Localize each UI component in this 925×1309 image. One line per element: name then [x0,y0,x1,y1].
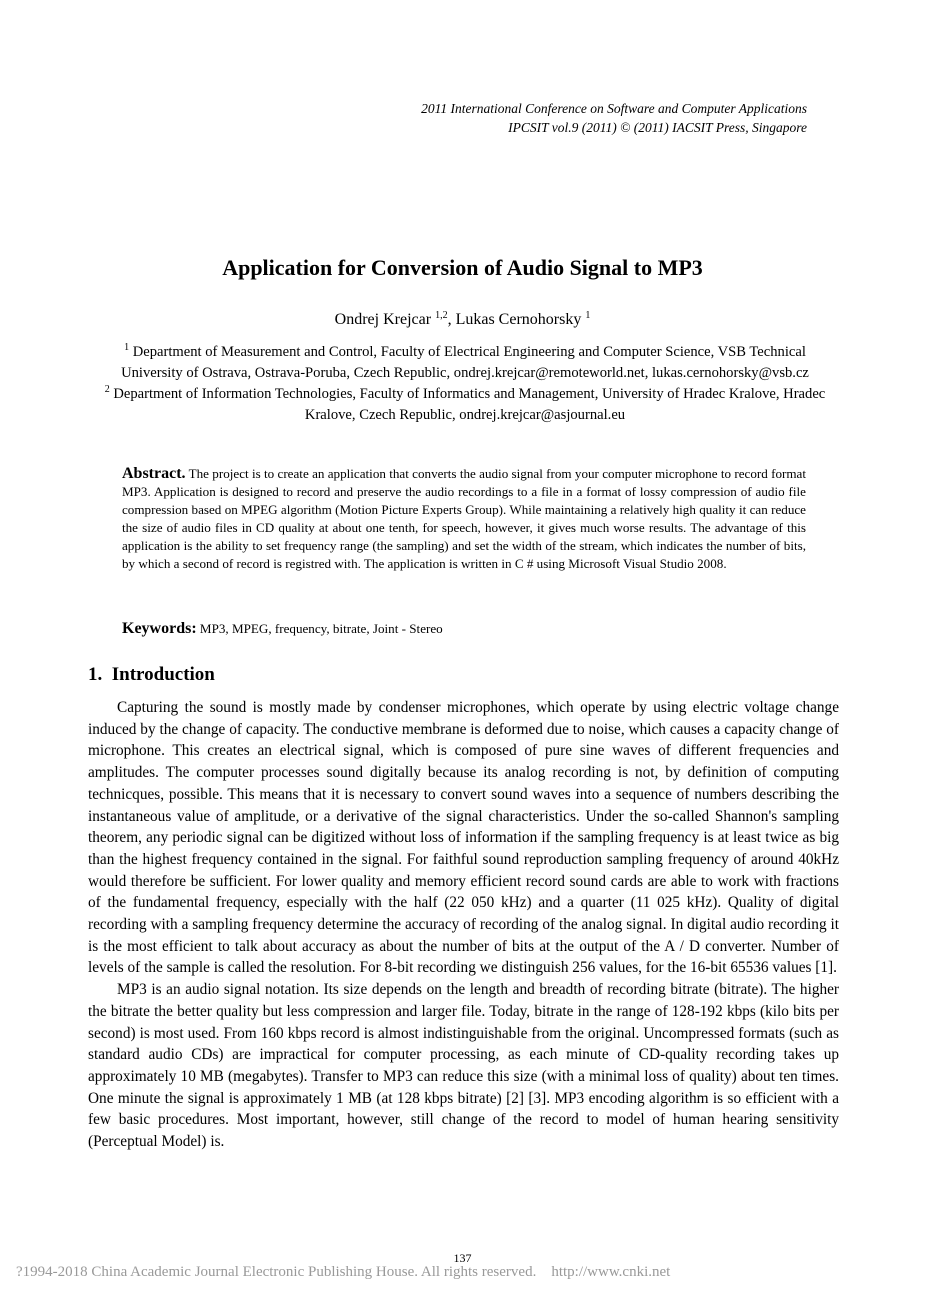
paper-title: Application for Conversion of Audio Signal to MP3 [222,255,703,280]
author-2: , Lukas Cernohorsky [447,311,586,328]
keywords-label: Keywords: [122,620,197,637]
abstract-text: The project is to create an application that converts the audio signal from your computer microphone to record format MP3. Application is designed to record and preserve the audio recordings to a file in a format of lossy compression of audio file compression based on MPEG algorithm (Motion Picture Experts Group). While maintaining a relatively high quality it can reduce the size of audio files in CD quality at about one tenth, for speech, however, it gives much worse results. The advantage of this application is the ability to set frequency range (the sampling) and set the width of the stream, which indicates the number of bits, by which a second of record is registred with. The application is written in C # using Microsoft Visual Studio 2008. [122,466,806,571]
conference-name: 2011 International Conference on Software and Computer Applications [421,101,807,116]
section-body [88,697,839,1153]
authors [0,311,925,329]
affil-text: Department of Information Technologies, Faculty of Informatics and Management, University of Hradec Kralove, Hradec Kralove, Czech Republic, ondrej.krejcar@asjournal.eu [109,386,826,423]
copyright-footer: ?1994-2018 China Academic Journal Electronic Publishing House. All rights reserved. http://www.cnki.net [16,1264,671,1280]
affiliations [95,342,835,426]
affil-text: Department of Measurement and Control, Faculty of Electrical Engineering and Computer Science, VSB Technical University of Ostrava, Ostrava-Poruba, Czech Republic, ondrej.krejcar@remoteworld.net, lukas.cernohorsky@vsb.cz [121,344,809,381]
running-header [421,99,807,137]
paragraph: Capturing the sound is mostly made by condenser microphones, which operate by using electric voltage change induced by the change of capacity. The conductive membrane is deformed due to noise, which causes a capacity change of microphone. This creates an electrical signal, which is composed of pure sine waves of different frequencies and amplitudes. The computer processes sound digitally because its analog recording is not, by definition of computing technicques, possible. This means that it is necessary to convert sound waves into a sequence of numbers describing the instantaneous value of amplitude, or a derivative of the signal characteristics. Under the so-called Shannon's sampling theorem, any periodic signal can be digitized without loss of information if the sampling frequency is at least twice as big than the highest frequency contained in the signal. For faithful sound reproduction sampling frequency of around 40kHz would therefore be sufficient. For lower quality and memory efficient record sound cards are able to work with fractions of the fundamental frequency, especially with the half (22 050 kHz) and a quarter (11 025 kHz). Quality of digital recording with a sampling frequency determine the accuracy of recording of the analog signal. In digital audio recording it is the most efficient to talk about accuracy as about the number of bits at the output of the A / D converter. Number of levels of the sample is called the resolution. For 8-bit recording we distinguish 256 values, for the 16-bit 65536 values [1]. [88,699,839,977]
abstract-label: Abstract. [122,465,186,482]
affiliation-1 [95,342,835,384]
affiliation-2 [95,384,835,426]
page-number: 137 [453,1251,472,1265]
author-2-affil: 1 [585,310,591,321]
author-1-affil: 1,2 [435,310,448,321]
affil-number: 2 [104,384,110,395]
section-heading: 1. Introduction [88,664,215,685]
keywords [122,620,443,638]
author-1: Ondrej Krejcar [334,311,436,328]
keywords-text: MP3, MPEG, frequency, bitrate, Joint - Stereo [196,621,443,636]
affil-number: 1 [124,342,130,353]
paragraph: MP3 is an audio signal notation. Its size depends on the length and breadth of recording bitrate (bitrate). The higher the bitrate the better quality but less compression and larger file. Today, bitrate in the range of 128-192 kbps (kilo bits per second) is most used. From 160 kbps record is almost indistinguishable from the original. Uncompressed formats (such as standard audio CDs) are impractical for computer processing, as each minute of CD-quality recording takes up approximately 10 MB (megabytes). Transfer to MP3 can reduce this size (with a minimal loss of quality) about ten times. One minute the signal is approximately 1 MB (at 128 kbps bitrate) [2] [3]. MP3 encoding algorithm is so efficient with a few basic procedures. Most important, however, still change of the record to model of human hearing sensitivity (Perceptual Model) is. [88,981,839,1151]
publication-info: IPCSIT vol.9 (2011) © (2011) IACSIT Press, Singapore [508,120,807,135]
abstract [122,465,806,573]
